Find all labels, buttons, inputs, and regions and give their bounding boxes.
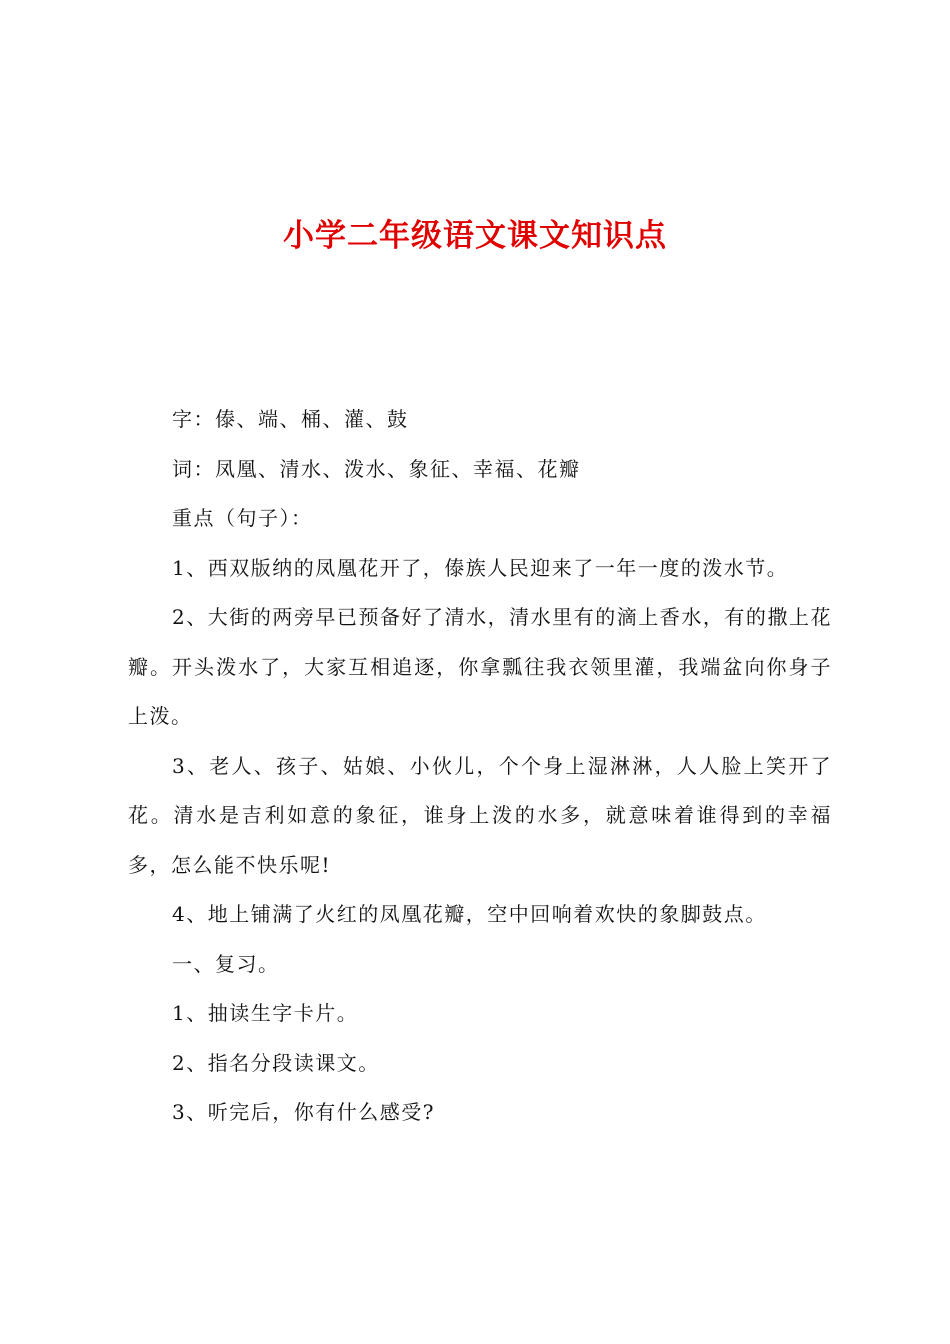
paragraph-key-sentences-heading: 重点（句子）： — [172, 506, 313, 530]
document-title: 小学二年级语文课文知识点 — [283, 218, 667, 254]
paragraph-sentence-4: 4、地上铺满了火红的凤凰花瓣，空中回响着欢快的象脚鼓点。 — [172, 902, 767, 926]
paragraph-sentence-1: 1、西双版纳的凤凰花开了，傣族人民迎来了一年一度的泼水节。 — [172, 555, 789, 580]
paragraph-sentence-3: 3、老人、孩子、姑娘、小伙儿，个个身上湿淋淋，人人脸上笑开了花。清水是吉利如意的象征，谁身上泼的水多，就意味着谁得到的幸福多，怎么能不快乐呢! — [128, 753, 832, 877]
paragraph-words: 词：凤凰、清水、泼水、象征、幸福、花瓣 — [172, 456, 581, 481]
paragraph-review-step-1: 1、抽读生字卡片。 — [172, 1001, 359, 1025]
paragraph-review-step-3: 3、听完后，你有什么感受? — [172, 1100, 435, 1124]
paragraph-review-heading: 一、复习。 — [172, 951, 280, 976]
paragraph-review-step-2: 2、指名分段读课文。 — [172, 1050, 380, 1075]
paragraph-sentence-2: 2、大街的两旁早已预备好了清水，清水里有的滴上香水，有的撒上花瓣。开头泼水了，大家互相追逐，你拿瓢往我衣领里灌，我端盆向你身子上泼。 — [128, 605, 832, 728]
paragraph-characters: 字：傣、端、桶、灌、鼓 — [172, 407, 409, 431]
document-body — [128, 395, 832, 1138]
